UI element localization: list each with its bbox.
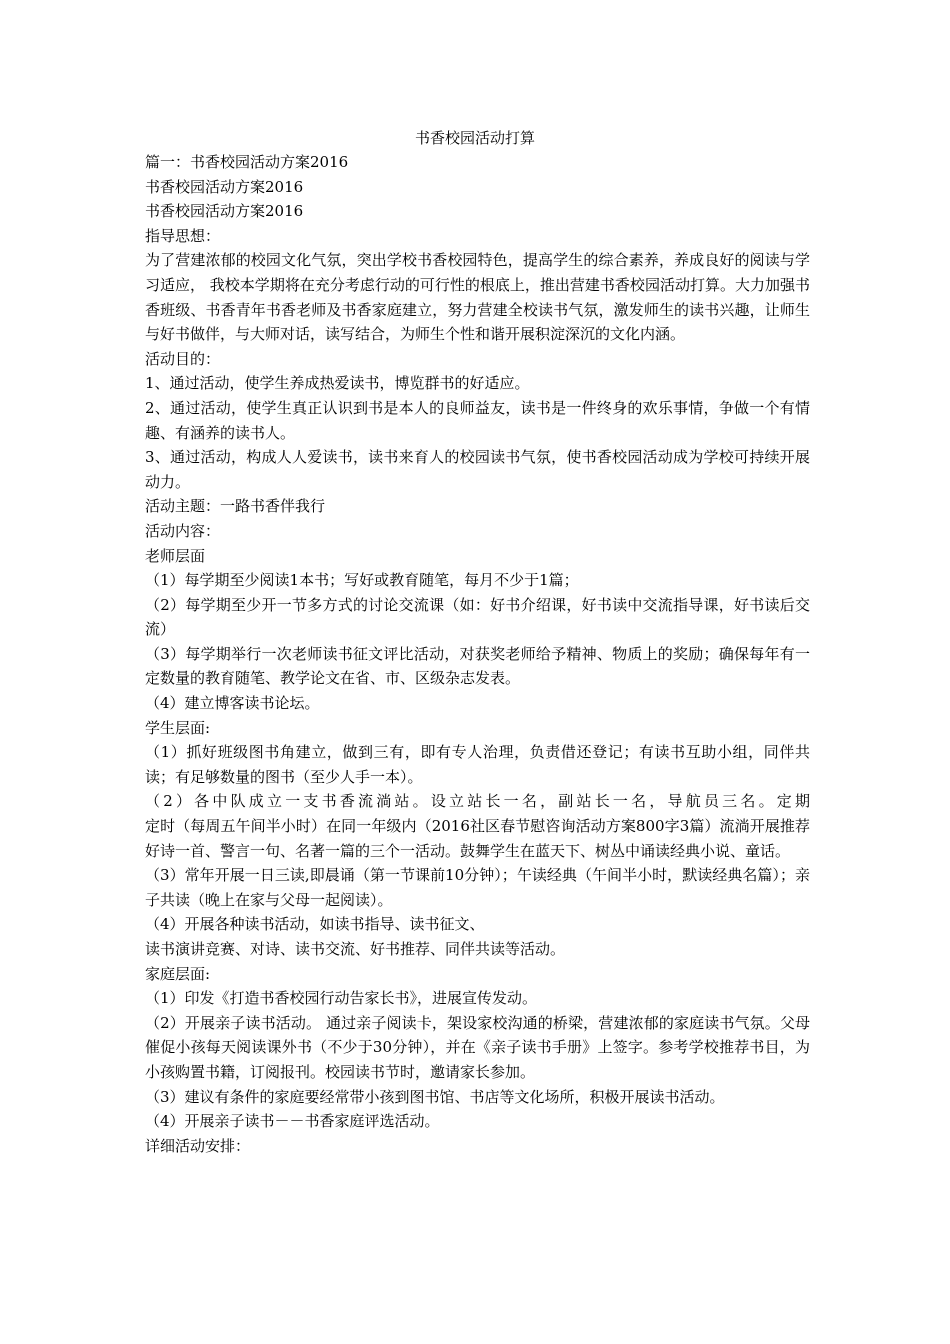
document-title: 书香校园活动打算 bbox=[414, 129, 535, 147]
paragraph: 书香校园活动方案2016 bbox=[145, 202, 304, 221]
paragraph: 详细活动安排： bbox=[145, 1136, 251, 1155]
paragraph: （1）印发《打造书香校园行动告家长书》，进展宣传发动。 bbox=[145, 989, 538, 1008]
paragraph: （4）建立博客读书论坛。 bbox=[145, 694, 320, 713]
paragraph: 活动内容： bbox=[145, 521, 221, 540]
paragraph: 3、通过活动，构成人人爱读书，读书来育人的校园读书气氛，使书香校园活动成为学校可持续开展动力。 bbox=[145, 448, 810, 491]
paragraph: 篇一：书香校园活动方案2016 bbox=[145, 153, 349, 171]
paragraph: （3）每学期举行一次老师读书征文评比活动，对获奖老师给予精神、物质上的奖励；确保每年有一定数量的教育随笔、教学论文在省、市、区级杂志发表。 bbox=[145, 644, 810, 688]
paragraph: 家庭层面: bbox=[145, 964, 211, 983]
paragraph: 定时（每周五午间半小时）在同一年级内（2016社区春节慰咨询活动方案800字3篇）流淌开展推荐好诗一首、警言一句、名著一篇的三个一活动。鼓舞学生在蓝天下、树丛中诵读经典小说、童话。 bbox=[145, 817, 810, 860]
paragraph: 活动主题：一路书香伴我行 bbox=[145, 497, 326, 516]
paragraph: （3）建议有条件的家庭要经常带小孩到图书馆、书店等文化场所，积极开展读书活动。 bbox=[145, 1087, 725, 1106]
paragraph: （2）各中队成立一支书香流淌站。设立站长一名，副站长一名，导航员三名。定期 bbox=[145, 792, 810, 811]
paragraph: 活动目的： bbox=[145, 349, 221, 368]
document-body bbox=[145, 150, 810, 1158]
paragraph: （2）开展亲子读书活动。 通过亲子阅读卡，架设家校沟通的桥梁，营建浓郁的家庭读书气氛。父母催促小孩每天阅读课外书（不少于30分钟），并在《亲子读书手册》上签字。参考学校推荐书目，为小孩购置书籍，订阅报刊。校园读书节时，邀请家长参加。 bbox=[145, 1013, 810, 1081]
paragraph: 2、通过活动，使学生真正认识到书是本人的良师益友，读书是一件终身的欢乐事情，争做一个有情趣、有涵养的读书人。 bbox=[145, 398, 810, 442]
paragraph: （2）每学期至少开一节多方式的讨论交流课（如：好书介绍课，好书读中交流指导课，好书读后交流） bbox=[145, 595, 810, 639]
paragraph: 为了营建浓郁的校园文化气氛，突出学校书香校园特色，提高学生的综合素养，养成良好的阅读与学习适应， 我校本学期将在充分考虑行动的可行性的根底上，推出营建书香校园活动打算。大力加强书香班级、书香青年书香老师及书香家庭建立，努力营建全校读书气氛，激发师生的读书兴趣，让师生与好书做伴，与大师对话，读写结合，为师生个性和谐开展积淀深沉的文化内涵。 bbox=[145, 251, 810, 344]
paragraph: 指导思想： bbox=[145, 226, 221, 245]
paragraph: 1、通过活动，使学生养成热爱读书，博览群书的好适应。 bbox=[145, 374, 530, 393]
paragraph: （1）每学期至少阅读1本书；写好或教育随笔，每月不少于1篇； bbox=[145, 571, 579, 590]
paragraph: 学生层面: bbox=[145, 718, 211, 737]
paragraph: （3）常年开展一日三读,即晨诵（第一节课前10分钟）；午读经典（午间半小时，默读经典名篇）；亲子共读（晚上在家与父母一起阅读）。 bbox=[145, 866, 810, 909]
paragraph: 老师层面 bbox=[145, 546, 206, 565]
paragraph: （4）开展各种读书活动，如读书指导、读书征文、 bbox=[145, 915, 485, 934]
paragraph: 书香校园活动方案2016 bbox=[145, 177, 304, 196]
paragraph: （4）开展亲子读书－－书香家庭评选活动。 bbox=[145, 1112, 440, 1131]
paragraph: 读书演讲竞赛、对诗、读书交流、好书推荐、同伴共读等活动。 bbox=[145, 940, 566, 958]
paragraph: （1）抓好班级图书角建立，做到三有，即有专人治理，负责借还登记；有读书互助小组，同伴共读；有足够数量的图书（至少人手一本）。 bbox=[145, 743, 810, 786]
